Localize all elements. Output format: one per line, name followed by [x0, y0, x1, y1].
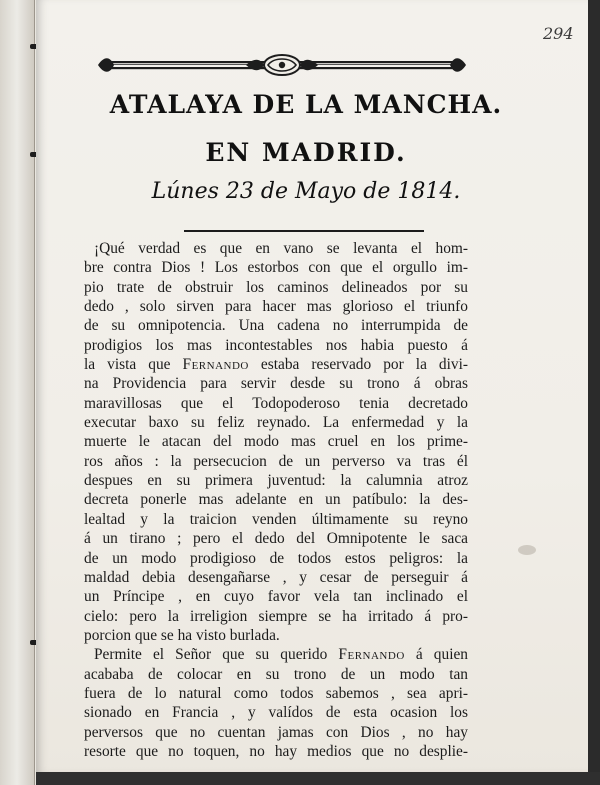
article-line: de un modo prodigioso de todos estos peligros: la	[84, 549, 468, 567]
article-line: prodigios los mas incontestables nos habia puesto á	[84, 336, 468, 354]
page-shadow-right	[588, 0, 600, 785]
article-line: cielo: pero la irreligion siempre se ha irritado á pro-	[84, 607, 468, 625]
newspaper-title: ATALAYA DE LA MANCHA.	[109, 90, 503, 119]
page-number: 294	[543, 24, 574, 43]
publication-city: EN MADRID.	[205, 138, 407, 167]
article-line: pio trate de obstruir los caminos delineados por su	[84, 278, 468, 296]
paper-stain	[518, 545, 536, 555]
article-line: Permite el Señor que su querido Fernando á quien	[94, 646, 468, 664]
masthead-ornament-icon	[96, 52, 468, 78]
name-fernando: Fernando	[182, 356, 249, 374]
article-line: maravillosas que el Todopoderoso tenia decretado	[84, 394, 468, 412]
article-line: muerte le atacan del modo mas cruel en los prime-	[84, 433, 468, 451]
article-line: á un tirano ; pero el dedo del Omnipotente le saca	[84, 530, 468, 548]
name-fernando: Fernando	[338, 646, 405, 664]
article-line: ¡Qué verdad es que en vano se levanta el hom-	[94, 240, 468, 257]
article-line: acababa de colocar en su trono de un modo tan	[84, 665, 468, 683]
article-line: un Príncipe , en cuyo favor vela tan inclinado el	[84, 588, 468, 606]
article-line: despues en su primera juventud: la calumnia atroz	[84, 472, 468, 490]
article-line: porcion que se ha visto burlada.	[84, 626, 280, 644]
article-line: lealtad y la traicion venden últimamente su reyno	[84, 510, 468, 528]
article-line: dedo , solo sirven para hacer mas glorioso el triunfo	[84, 298, 468, 316]
article-body	[84, 239, 468, 761]
article-line: fuera de lo natural como todos sabemos , sea apri-	[84, 684, 468, 702]
article-line: perversos que no cuentan jamas con Dios , no hay	[84, 723, 468, 741]
article-line: sionado en Francia , y valídos de esta ocasion los	[84, 704, 468, 722]
article-line: de su omnipotencia. Una cadena no interrumpida de	[84, 317, 468, 335]
page-shadow-bottom	[36, 772, 600, 785]
article-line: bre contra Dios ! Los estorbos con que el orgullo im-	[84, 259, 468, 277]
binding-strip	[0, 0, 35, 785]
article-line: na Providencia para servir desde su trono á obras	[84, 375, 468, 393]
article-line: ros años : la persecucion de un perverso va tras él	[84, 452, 468, 470]
publication-date: Lúnes 23 de Mayo de 1814.	[151, 179, 461, 204]
masthead-rule	[184, 230, 424, 232]
article-line: executar baxo su feliz reynado. La enfermedad y la	[84, 414, 468, 432]
article-line: decreta ponerle mas adelante en un patíbulo: la des-	[84, 491, 468, 509]
article-line: resorte que no toquen, no hay medios que no desplie-	[84, 742, 468, 760]
article-line: maldad debia desengañarse , y cesar de perseguir á	[84, 568, 468, 586]
article-line: la vista que Fernando estaba reservado por la divi-	[84, 356, 468, 374]
